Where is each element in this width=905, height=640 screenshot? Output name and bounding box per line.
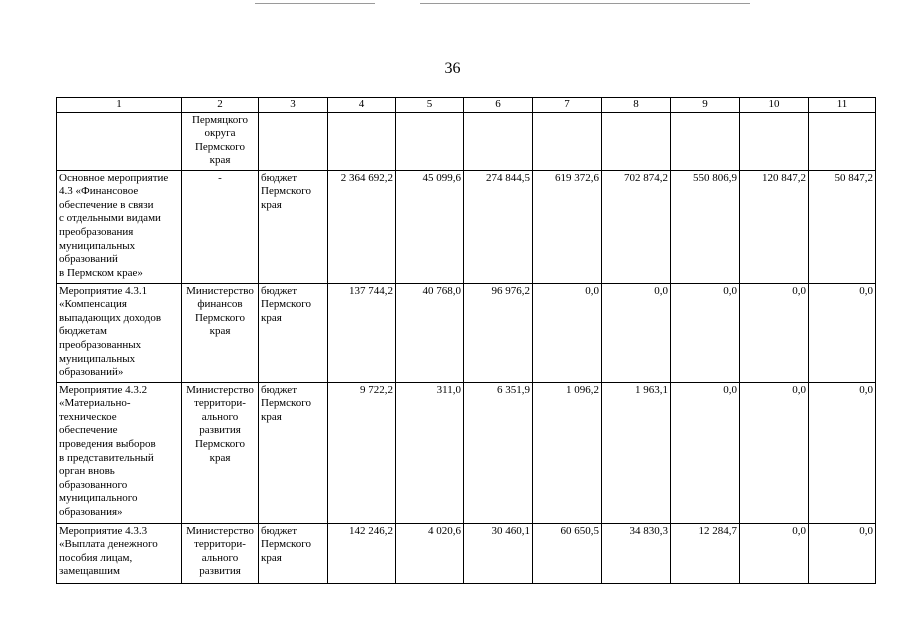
cell-measure-name: [57, 283, 182, 382]
cell-amount: [464, 523, 533, 583]
cell-amount-text: 0,0: [792, 284, 806, 297]
budget-table: [56, 97, 876, 584]
cell-amount-text: 4 020,6: [428, 524, 461, 537]
cell-amount-text: 9 722,2: [360, 383, 393, 396]
cell-amount: [671, 112, 740, 170]
cell-measure-name: [57, 170, 182, 283]
cell-amount: [671, 523, 740, 583]
cell-amount: [671, 382, 740, 523]
cell-amount: [602, 170, 671, 283]
cell-amount-text: 0,0: [859, 524, 873, 537]
cell-funding-source-text: бюджет Пермского края: [261, 383, 312, 423]
cell-responsible: [182, 170, 259, 283]
cell-amount-text: 1 096,2: [566, 383, 599, 396]
column-header: 5: [396, 98, 464, 113]
cell-amount: [328, 523, 396, 583]
cell-amount-text: 96 976,2: [491, 284, 530, 297]
cell-amount: [533, 523, 602, 583]
cell-funding-source-text: бюджет Пермского края: [261, 171, 312, 211]
column-header: 1: [57, 98, 182, 113]
column-header: 10: [740, 98, 809, 113]
cell-amount: [328, 283, 396, 382]
cell-amount: [464, 112, 533, 170]
cell-funding-source: [259, 170, 328, 283]
cell-funding-source: [259, 382, 328, 523]
cell-amount: [602, 523, 671, 583]
column-header: 8: [602, 98, 671, 113]
cell-amount: [740, 382, 809, 523]
cell-amount: [328, 112, 396, 170]
cell-amount: [740, 112, 809, 170]
cell-measure-name-text: Мероприятие 4.3.2 «Материально- техническое обеспечение проведения выборов в представительный орган вновь образованного муниципального образования»: [59, 383, 156, 518]
column-header: 7: [533, 98, 602, 113]
cell-amount-text: 45 099,6: [422, 171, 461, 184]
column-header: 4: [328, 98, 396, 113]
cell-measure-name-text: Мероприятие 4.3.3 «Выплата денежного пособия лицам, замещавшим: [59, 524, 158, 578]
cell-amount-text: 274 844,5: [486, 171, 530, 184]
cell-amount-text: 34 830,3: [629, 524, 668, 537]
cell-amount-text: 311,0: [436, 383, 461, 396]
cell-measure-name: [57, 382, 182, 523]
cell-amount-text: 0,0: [859, 284, 873, 297]
cell-responsible-text: Министерство территори- ального развития Пермского края: [186, 383, 254, 464]
table-header-row: [57, 98, 876, 113]
cell-funding-source: [259, 283, 328, 382]
cell-funding-source: [259, 112, 328, 170]
column-header: 2: [182, 98, 259, 113]
cell-responsible-text: Пермяцкого округа Пермского края: [191, 113, 249, 167]
cell-funding-source: [259, 523, 328, 583]
scan-artifact-line: [255, 3, 375, 4]
cell-amount-text: 50 847,2: [834, 171, 873, 184]
cell-amount: [533, 112, 602, 170]
cell-amount: [671, 170, 740, 283]
cell-amount-text: 142 246,2: [349, 524, 393, 537]
column-header: 11: [809, 98, 876, 113]
column-header: 9: [671, 98, 740, 113]
cell-amount: [671, 283, 740, 382]
page-number: 36: [444, 60, 461, 77]
cell-amount-text: 702 874,2: [624, 171, 668, 184]
cell-amount: [809, 170, 876, 283]
cell-amount: [328, 170, 396, 283]
cell-measure-name-text: Мероприятие 4.3.1 «Компенсация выпадающих доходов бюджетам преобразованных муниципальных образований»: [59, 284, 162, 379]
cell-amount-text: 12 284,7: [698, 524, 737, 537]
cell-amount-text: 619 372,6: [555, 171, 599, 184]
cell-amount-text: 6 351,9: [497, 383, 530, 396]
cell-amount: [602, 112, 671, 170]
table-row: [57, 283, 876, 382]
cell-amount: [396, 382, 464, 523]
table-row: [57, 112, 876, 170]
cell-amount: [602, 382, 671, 523]
cell-amount-text: 0,0: [859, 383, 873, 396]
cell-amount-text: 137 744,2: [349, 284, 393, 297]
cell-responsible-text: -: [218, 171, 222, 184]
cell-amount-text: 0,0: [792, 524, 806, 537]
cell-amount: [809, 283, 876, 382]
cell-amount-text: 0,0: [792, 383, 806, 396]
cell-amount-text: 60 650,5: [560, 524, 599, 537]
cell-responsible: [182, 283, 259, 382]
cell-amount: [809, 112, 876, 170]
cell-funding-source-text: бюджет Пермского края: [261, 284, 312, 324]
scan-artifact-line: [420, 3, 750, 4]
cell-amount-text: 550 806,9: [693, 171, 737, 184]
cell-amount: [740, 170, 809, 283]
cell-amount: [533, 382, 602, 523]
table-row: [57, 170, 876, 283]
cell-amount: [328, 382, 396, 523]
cell-amount-text: 1 963,1: [635, 383, 668, 396]
cell-amount: [464, 382, 533, 523]
cell-amount: [464, 283, 533, 382]
cell-amount-text: 120 847,2: [762, 171, 806, 184]
cell-responsible: [182, 112, 259, 170]
cell-amount: [396, 283, 464, 382]
cell-amount-text: 2 364 692,2: [340, 171, 393, 184]
table-row: [57, 523, 876, 583]
cell-amount: [396, 170, 464, 283]
cell-amount: [740, 283, 809, 382]
cell-amount: [740, 523, 809, 583]
cell-amount: [533, 170, 602, 283]
cell-measure-name-text: Основное мероприятие 4.3 «Финансовое обеспечение в связи с отдельными видами преобразования муниципальных образований в Пермском крае»: [59, 171, 169, 279]
table-row: [57, 382, 876, 523]
cell-amount-text: 30 460,1: [491, 524, 530, 537]
cell-amount: [809, 382, 876, 523]
cell-responsible: [182, 382, 259, 523]
cell-amount: [602, 283, 671, 382]
cell-funding-source-text: бюджет Пермского края: [261, 524, 312, 564]
cell-amount-text: 0,0: [585, 284, 599, 297]
cell-amount-text: 40 768,0: [422, 284, 461, 297]
cell-measure-name: [57, 523, 182, 583]
cell-amount: [396, 112, 464, 170]
cell-amount: [809, 523, 876, 583]
cell-amount-text: 0,0: [723, 383, 737, 396]
cell-responsible: [182, 523, 259, 583]
cell-responsible-text: Министерство финансов Пермского края: [186, 284, 254, 338]
cell-amount: [464, 170, 533, 283]
cell-amount-text: 0,0: [723, 284, 737, 297]
cell-amount-text: 0,0: [654, 284, 668, 297]
column-header: 3: [259, 98, 328, 113]
cell-responsible-text: Министерство территори- ального развития: [186, 524, 254, 578]
cell-measure-name: [57, 112, 182, 170]
cell-amount: [396, 523, 464, 583]
column-header: 6: [464, 98, 533, 113]
cell-amount: [533, 283, 602, 382]
